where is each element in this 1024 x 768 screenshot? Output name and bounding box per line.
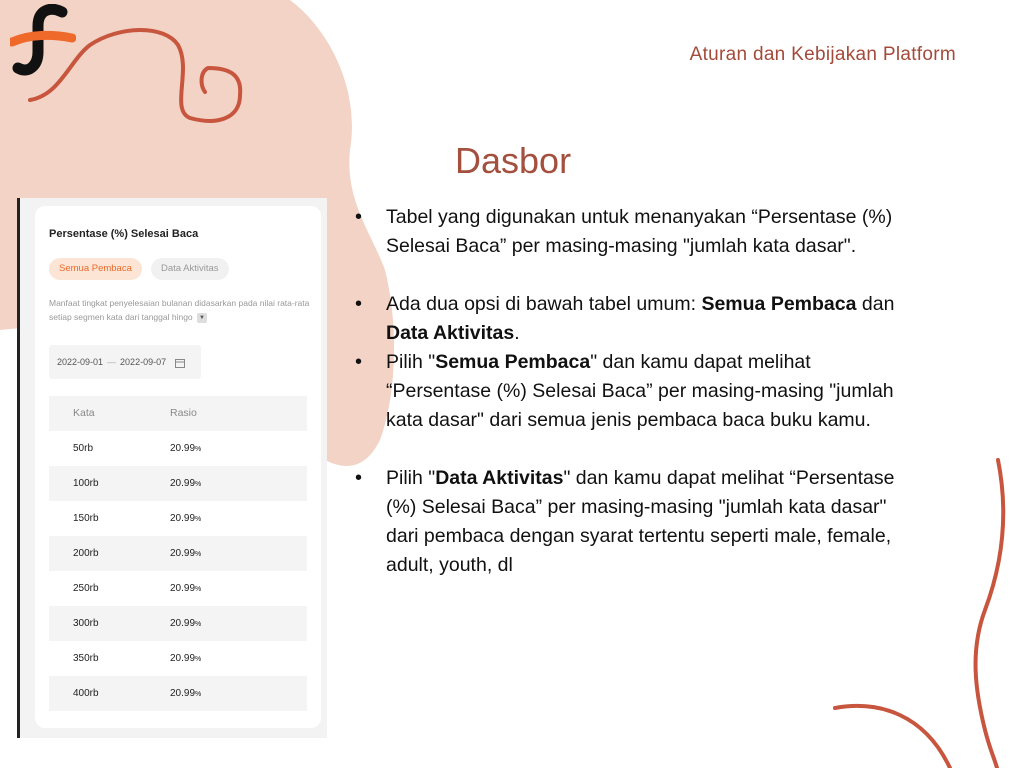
rasio-unit: %	[195, 621, 202, 628]
tab-semua-pembaca[interactable]: Semua Pembaca	[49, 258, 142, 280]
cell-kata: 300rb	[73, 618, 99, 629]
bullet-2-bold-1: Semua Pembaca	[701, 293, 857, 315]
table-row	[49, 641, 307, 676]
bullet-4-post: " dan kamu dapat melihat “Persentase (%) Selesai Baca” per masing-masing "jumlah kata dasar" dari pembaca dengan syarat tertentu seperti male, female, adult, youth, dl	[386, 467, 895, 576]
rasio-value: 20.99	[170, 688, 196, 699]
calendar-icon[interactable]	[175, 358, 185, 368]
rasio-value: 20.99	[170, 478, 196, 489]
completion-table	[49, 396, 307, 711]
cell-kata: 150rb	[73, 513, 99, 524]
rasio-value: 20.99	[170, 583, 196, 594]
description-text: Manfaat tingkat penyelesaian bulanan didasarkan pada nilai rata-rata setiap segmen kata dari tanggal hingo	[49, 298, 310, 322]
cell-rasio	[170, 466, 201, 502]
rasio-value: 20.99	[170, 443, 196, 454]
squiggle-bottom-shape	[835, 706, 950, 768]
rasio-unit: %	[195, 586, 202, 593]
card-title: Persentase (%) Selesai Baca	[49, 228, 199, 240]
date-range-picker[interactable]	[49, 345, 201, 379]
cell-kata: 350rb	[73, 653, 99, 664]
brand-logo-icon	[10, 4, 76, 78]
table-row	[49, 571, 307, 606]
cell-kata: 200rb	[73, 548, 99, 559]
rasio-unit: %	[195, 551, 202, 558]
bullet-4	[355, 464, 915, 580]
squiggle-right-shape	[976, 460, 1004, 768]
tab-data-aktivitas[interactable]: Data Aktivitas	[151, 258, 229, 280]
table-row	[49, 606, 307, 641]
triangle-down-icon[interactable]: ▼	[197, 313, 207, 323]
cell-rasio	[170, 606, 201, 642]
cell-rasio	[170, 431, 201, 467]
bullet-2-mid: dan	[856, 293, 895, 315]
rasio-unit: %	[195, 481, 202, 488]
cell-kata: 100rb	[73, 478, 99, 489]
bullet-2-bold-2: Data Aktivitas	[386, 322, 515, 344]
completion-card	[35, 206, 321, 728]
cell-rasio	[170, 641, 201, 677]
header-title: Aturan dan Kebijakan Platform	[689, 44, 956, 65]
bullet-4-pre: Pilih "	[386, 467, 436, 489]
cell-kata: 250rb	[73, 583, 99, 594]
table-header-row	[49, 396, 307, 431]
dashboard-screenshot	[17, 198, 327, 738]
card-description	[49, 296, 311, 324]
table-row	[49, 536, 307, 571]
rasio-value: 20.99	[170, 653, 196, 664]
cell-rasio	[170, 571, 201, 607]
bullet-3	[355, 348, 915, 435]
bullet-2-end: .	[514, 322, 520, 344]
slide-title: Dasbor	[455, 140, 572, 181]
rasio-unit: %	[195, 446, 202, 453]
bullet-4-bold: Data Aktivitas	[435, 467, 564, 489]
rasio-value: 20.99	[170, 513, 196, 524]
column-header-rasio: Rasio	[170, 407, 197, 419]
bullet-list	[355, 203, 915, 580]
table-row	[49, 676, 307, 711]
date-separator: —	[107, 357, 117, 367]
rasio-value: 20.99	[170, 618, 196, 629]
bullet-3-pre: Pilih "	[386, 351, 436, 373]
cell-kata: 400rb	[73, 688, 99, 699]
table-row	[49, 466, 307, 501]
date-end: 2022-09-07	[120, 357, 167, 367]
cell-rasio	[170, 501, 201, 537]
bullet-2	[355, 290, 915, 348]
rasio-unit: %	[195, 691, 202, 698]
rasio-unit: %	[195, 656, 202, 663]
rasio-unit: %	[195, 516, 202, 523]
cell-rasio	[170, 676, 201, 712]
bullet-2-text: Ada dua opsi di bawah tabel umum:	[386, 293, 702, 315]
table-row	[49, 431, 307, 466]
bullet-3-bold: Semua Pembaca	[435, 351, 591, 373]
column-header-kata: Kata	[73, 407, 95, 419]
date-start: 2022-09-01	[57, 357, 104, 367]
table-row	[49, 501, 307, 536]
bullet-1: • Tabel yang digunakan untuk menanyakan “Persentase (%) Selesai Baca” per masing-masing "jumlah kata dasar".	[355, 203, 915, 261]
rasio-value: 20.99	[170, 548, 196, 559]
cell-rasio	[170, 536, 201, 572]
bullet-3-post: " dan kamu dapat melihat “Persentase (%) Selesai Baca” per masing-masing "jumlah kata dasar" dari semua jenis pembaca baca buku kamu.	[386, 351, 894, 431]
cell-kata: 50rb	[73, 443, 94, 454]
